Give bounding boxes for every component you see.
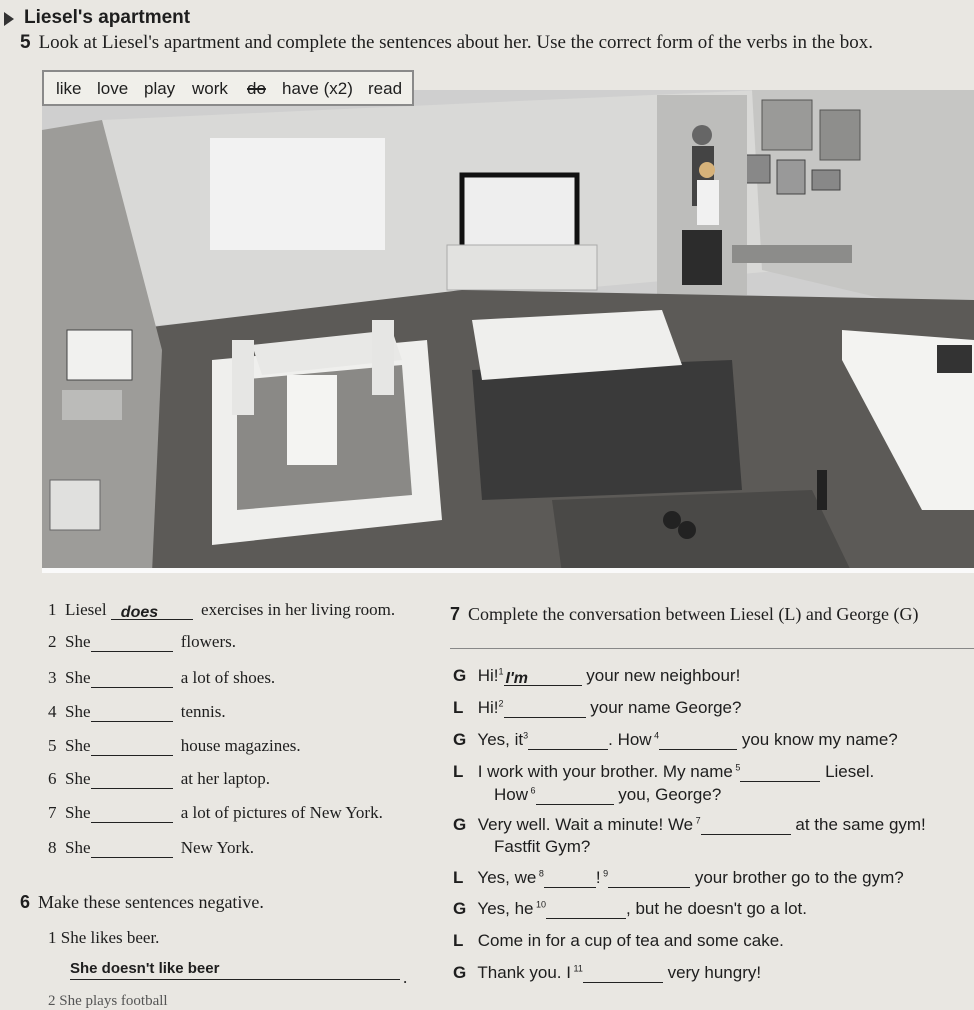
ex5-sentence-5: 5 She house magazines. [48,736,301,755]
header-bullet-icon [4,12,14,26]
answer-blank[interactable] [91,670,173,688]
ex6-item-2: 2 She plays football [48,993,168,1009]
conversation-line-10: L Come in for a cup of tea and some cake. [453,931,784,950]
answer-blank[interactable] [536,787,614,805]
conversation-line-3: G Yes, $it^3$ . How $^4$ you know my name? [453,730,898,749]
answer-blank[interactable] [740,764,820,782]
exercise-5-number: 5 [20,32,31,53]
word-work: work [192,79,228,98]
answer-blank[interactable] [544,870,596,888]
ex5-sentence-3: 3 She a lot of shoes. [48,668,276,687]
answer-blank[interactable] [91,805,173,823]
answer-blank[interactable] [91,840,173,858]
answer-blank[interactable] [546,901,626,919]
exercise-5-instruction [20,32,873,54]
answer-blank[interactable]: I'm [504,668,582,686]
answer-blank[interactable] [91,738,173,756]
answer-blank[interactable] [91,771,173,789]
exercise-7-rule [450,648,974,649]
conversation-line-7: Fastfit Gym? [494,837,591,856]
ex5-sentence-1: 1 Liesel does exercises in her living room. [48,600,396,621]
answer-blank[interactable] [659,732,737,750]
word-like: like [56,79,82,98]
ex5-sentence-4: 4 She tennis. [48,702,226,721]
conversation-line-2: L Hi!$^2$ your name George? [453,698,742,717]
ex6-item-1: 1 She likes beer. [48,928,160,947]
answer-blank[interactable] [583,965,663,983]
ex5-sentence-7: 7 She a lot of pictures of New York. [48,803,383,822]
exercise-6-instruction: 6 Make these sentences negative. [20,892,264,912]
page-title: Liesel's apartment [24,7,191,28]
word-read: read [368,79,403,98]
conversation-line-1: G Hi!$^1$ I'm your new neighbour! [453,666,741,687]
word-play: play [144,79,176,98]
conversation-line-4: L I work with your brother. My name $^5$ Liesel. [453,762,875,781]
answer-blank[interactable]: does [111,602,193,620]
answer-blank[interactable] [701,817,791,835]
apartment-illustration [42,90,974,573]
ex5-sentence-2: 2 She flowers. [48,632,236,651]
ex5-sentence-8: 8 She New York. [48,838,254,857]
word-have: have (x2) [282,79,353,98]
answer-blank[interactable] [504,700,586,718]
answer-blank[interactable] [91,634,173,652]
exercise-5-text: Look at Liesel's apartment and complete the sentences about her. Use the correct form of the verbs in the box. [38,32,873,53]
word-do-struck: do [247,79,266,98]
conversation-line-5: How $^6$ you, George? [494,785,722,804]
answer-blank[interactable] [608,870,690,888]
conversation-line-9: G Yes, he $^{10}$ , but he doesn't go a lot. [453,899,807,918]
exercise-7-instruction: 7 Complete the conversation between Liesel (L) and George (G) [450,604,919,624]
conversation-line-6: G Very well. Wait a minute! We $^7$ at the same gym! [453,815,926,834]
ex6-item-1-answer[interactable]: She doesn't like beer [70,960,400,980]
word-love: love [97,79,129,98]
ex6-period: . [403,968,408,987]
ex5-sentence-6: 6 She at her laptop. [48,769,270,788]
answer-blank[interactable] [528,732,608,750]
word-box [42,70,414,106]
answer-blank[interactable] [91,704,173,722]
conversation-line-8: L Yes, we $^8$ ! $^9$ your brother go to the gym? [453,868,904,887]
conversation-line-11: G Thank you. I $^{11}$ very hungry! [453,963,762,982]
